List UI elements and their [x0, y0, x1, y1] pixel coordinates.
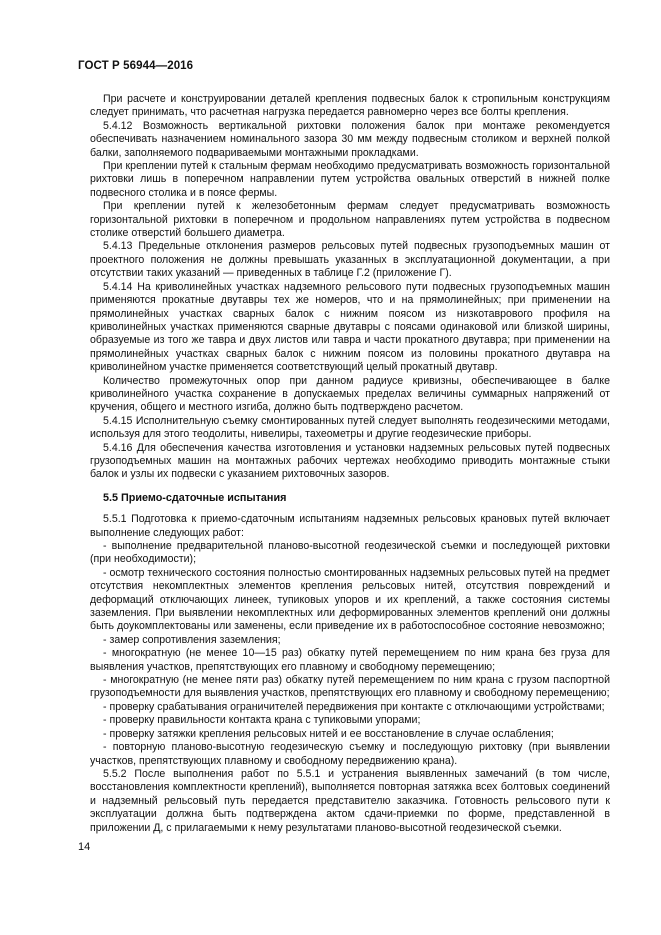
list-item: - осмотр технического состояния полностью смонтированных надземных рельсовых путей на предмет отсутствия некомплектных элементов крепления рельсовых нитей, отсутствия повреждений и деформаций отключающих линеек, тупиковых упоров и их креплений, а также состояния системы заземления. При выявлении некомплектных или деформированных элементов креплений они должны быть доукомплектованы или заменены, если приведение их в работоспособное состояние невозможно;: [90, 566, 610, 633]
list-item: - выполнение предварительной планово-высотной геодезической съемки и последующей рихтовки (при необходимости);: [90, 540, 610, 566]
section-heading: 5.5 Приемо-сдаточные испытания: [103, 491, 287, 504]
page-number: 14: [78, 841, 91, 853]
paragraph: 5.4.16 Для обеспечения качества изготовления и установки надземных рельсовых путей подвесных грузоподъемных машин на монтажных рабочих чертежах необходимо приводить монтажные стыки балок и узлы их подвески с указанием рихтовочных зазоров.: [90, 441, 610, 481]
document-header-title: ГОСТ Р 56944—2016: [78, 60, 194, 72]
paragraph: Количество промежуточных опор при данном радиусе кривизны, обеспечивающее в балке криволинейного участка сохранение в допускаемых пределах величины суммарных напряжений от кручения, общего и местного изгиба, должно быть подтверждено расчетом.: [90, 374, 610, 414]
paragraph: При креплении путей к стальным фермам необходимо предусматривать возможность горизонтальной рихтовки лишь в поперечном направлении путем устройства овальных отверстий в нижней полке подвесного столика и в поясе фермы.: [90, 160, 610, 199]
paragraph: 5.4.15 Исполнительную съемку смонтированных путей следует выполнять геодезическими методами, используя для этого теодолиты, нивелиры, тахеометры и другие геодезические приборы.: [90, 414, 610, 441]
paragraph: При креплении путей к железобетонным фермам следует предусматривать возможность горизонтальной рихтовки в поперечном и продольном направлениях путем устройства в подвесном столике отверстий большего диаметра.: [90, 200, 610, 240]
list-item: - проверку правильности контакта крана с тупиковыми упорами;: [103, 714, 421, 727]
list-item: - многократную (не менее пяти раз) обкатку путей перемещением по ним крана с грузом паспортной грузоподъемности для выявления участков, препятствующих его плавному и свободному перемещению;: [90, 674, 610, 700]
list-item: - повторную планово-высотную геодезическую съемку и последующую рихтовку (при выявлении участков, препятствующих плавному и свободному передвижению крана).: [90, 741, 610, 767]
list-item: - проверку срабатывания ограничителей передвижения при контакте с отключающими устройствами;: [103, 700, 605, 713]
list-item: - многократную (не менее 10—15 раз) обкатку путей перемещением по ним крана без груза для выявления участков, препятствующих его плавному и свободному перемещению;: [90, 647, 610, 673]
list-item: - проверку затяжки крепления рельсовых нитей и ее восстановление в случае ослабления;: [103, 727, 554, 740]
paragraph: При расчете и конструировании деталей крепления подвесных балок к стропильным конструкциям следует принимать, что расчетная нагрузка передается равномерно через все болты крепления.: [90, 93, 610, 119]
paragraph: 5.5.1 Подготовка к приемо-сдаточным испытаниям надземных рельсовых крановых путей включает выполнение следующих работ:: [90, 513, 610, 539]
list-item: - замер сопротивления заземления;: [103, 633, 281, 646]
paragraph: 5.4.13 Предельные отклонения размеров рельсовых путей подвесных грузоподъемных машин от проектного положения не должны превышать указанных в эксплуатационной документации, а при отсутствии таких указаний — приведенных в таблице Г.2 (приложение Г).: [90, 240, 610, 280]
paragraph: 5.5.2 После выполнения работ по 5.5.1 и устранения выявленных замечаний (в том числе, восстановления комплектности креплений), выполняется повторная затяжка всех болтовых соединений и надземный рельсовый путь передается представителю заказчика. Готовность рельсового пути к эксплуатации должна быть подтверждена актом сдачи-приемки по форме, представленной в приложении Д, с прилагаемыми к нему результатами планово-высотной геодезической съемки.: [90, 767, 610, 834]
document-body: [90, 93, 610, 835]
paragraph: 5.4.12 Возможность вертикальной рихтовки положения балок при монтаже рекомендуется обеспечивать назначением номинального зазора 30 мм между подвесным столиком и верхней полкой балки, заполняемого подвариваемыми монтажными прокладками.: [90, 119, 610, 159]
paragraph: 5.4.14 На криволинейных участках надземного рельсового пути подвесных грузоподъемных машин применяются прокатные двутавры тех же номеров, что и на прямолинейных; при применении на прямолинейных участках сварных балок с нижним поясом из низкотаврового профиля на криволинейных участках применяются сварные двутавры с поясами одинаковой или близкой ширины, образуемые из того же тавра и двух листов или тавра и части прокатного двутавра; при применении на прямолинейных участках сварных балок с нижним поясом из половины прокатного двутавра на криволинейном участке применяется соответствующий целый прокатный двутавр.: [90, 280, 610, 374]
